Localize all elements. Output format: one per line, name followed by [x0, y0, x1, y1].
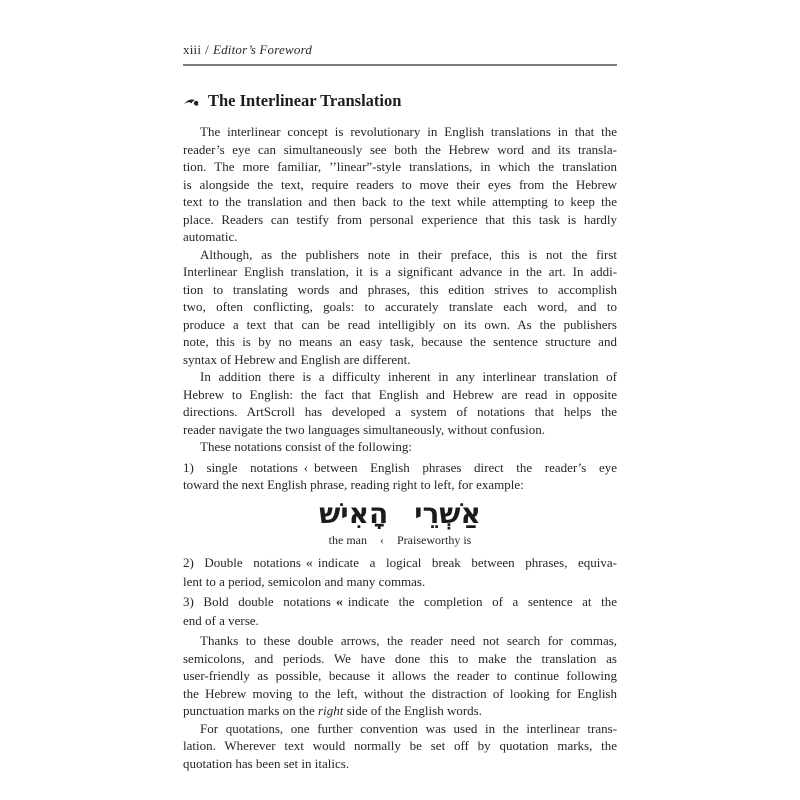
page-number: xiii [183, 42, 202, 57]
line-segment: punctuation marks on the [183, 703, 319, 718]
line-text [183, 555, 617, 570]
section-title: The Interlinear Translation [208, 91, 402, 110]
text-line [183, 685, 617, 703]
fleuron-ornament-icon [183, 97, 202, 108]
text-line [183, 438, 617, 456]
line-text: note, this is by no means an easy task, because the sentence structure and [183, 334, 617, 349]
line-text [183, 594, 617, 609]
paragraph [183, 720, 617, 773]
line-text: semicolons, and periods. We have done this to make the translation as [183, 650, 617, 666]
body-text [183, 123, 617, 772]
notation-item-2 [183, 554, 617, 590]
line-text: tion. The more familiar, ’’linear”-style translations, in which the translation [183, 159, 617, 174]
item-text: indicate the completion of a sentence at the [347, 594, 617, 609]
running-head [183, 42, 617, 58]
header-separator: / [205, 42, 209, 57]
text-line [183, 368, 617, 386]
line-text: directions. ArtScroll has developed a system of notations that helps the [183, 404, 618, 419]
text-line [183, 316, 617, 334]
line-text: The interlinear concept is revolutionary in English translations in that the [200, 124, 618, 139]
text-line [183, 263, 617, 281]
line-segment: side of the English words. [343, 703, 482, 718]
text-line [183, 667, 617, 685]
line-text: toward the next English phrase, reading right to left, for example: [183, 477, 524, 492]
single-notation-icon: ‹ [303, 459, 309, 475]
line-text: Although, as the publishers note in their preface, this is not the first [200, 246, 618, 262]
line-text: reader navigate the two languages simultaneously, without confusion. [183, 421, 545, 437]
line-text: end of a verse. [183, 612, 259, 628]
line-text: syntax of Hebrew and English are different. [183, 351, 411, 367]
paragraph [183, 246, 617, 369]
line-text: quotation has been set in italics. [183, 755, 350, 771]
hebrew-phrase [183, 498, 617, 530]
paragraph [183, 438, 617, 456]
text-line [183, 386, 617, 404]
text-line [183, 573, 617, 591]
text-line [183, 403, 617, 421]
item-label: 1) single notations [183, 459, 298, 475]
line-text [183, 460, 617, 475]
line-text: the Hebrew moving to the left, without the distraction of looking for English [183, 685, 617, 701]
item-label: 2) Double notations [183, 555, 301, 570]
line-text: produce a text that can be read intelligibly on its own. As the publishers [183, 316, 617, 332]
caption-right: Praiseworthy is [397, 532, 472, 547]
text-line [183, 421, 617, 439]
line-text: Hebrew to English: the fact that English and Hebrew are read in opposite [183, 386, 618, 402]
text-line [183, 612, 617, 630]
text-line [183, 476, 617, 494]
divider-rule [183, 64, 617, 66]
text-line [183, 702, 617, 720]
hebrew-word-left: הָאִישׁ [319, 496, 389, 530]
notation-item-1 [183, 459, 617, 494]
text-line [183, 298, 617, 316]
text-line [183, 176, 617, 194]
line-text: lation. Wherever text would normally be set off by quotation marks, the [183, 738, 618, 753]
text-column [183, 42, 617, 772]
text-line [183, 123, 617, 141]
header-title: Editor’s Foreword [212, 42, 313, 57]
text-line [183, 333, 617, 351]
caption-arrow-icon: ‹ [380, 532, 384, 547]
line-text: automatic. [183, 229, 238, 244]
text-line [183, 632, 617, 650]
text-line [183, 720, 617, 738]
italic-word: right [318, 703, 344, 718]
text-line [183, 755, 617, 773]
line-text: In addition there is a difficulty inherent in any interlinear translation of [200, 369, 617, 384]
line-text: For quotations, one further convention was used in the interlinear trans- [200, 720, 618, 736]
text-line [183, 211, 617, 229]
line-text: lent to a period, semicolon and many commas. [183, 573, 426, 589]
text-line [183, 246, 617, 264]
hebrew-example [183, 498, 617, 550]
item-label: 3) Bold double notations [183, 594, 331, 609]
text-line [183, 459, 617, 477]
notation-item-3 [183, 593, 617, 629]
line-text: text to the translation and then back to the text while attempting to keep the [183, 194, 618, 209]
double-notation-icon: « [305, 556, 313, 571]
line-text: Thanks to these double arrows, the reader need not search for commas, [200, 633, 618, 648]
line-text [183, 703, 482, 718]
paragraph [183, 632, 617, 720]
item-text: between English phrases direct the reader’s eye [314, 459, 618, 475]
line-text: place. Readers can testify from personal experience that this task is hardly [183, 211, 618, 227]
line-text: user-friendly as possible, because it allows the reader to continue following [183, 668, 617, 683]
paragraph [183, 368, 617, 438]
line-text: reader’s eye can simultaneously see both the Hebrew word and its transla- [183, 141, 617, 157]
text-line [183, 141, 617, 159]
text-line [183, 650, 617, 668]
text-line [183, 351, 617, 369]
text-line [183, 737, 617, 755]
text-line [183, 281, 617, 299]
line-text: tion to translating words and phrases, this edition strives to accomplish [183, 281, 618, 297]
line-text: These notations consist of the following: [200, 439, 412, 454]
bold-double-notation-icon: « [335, 595, 343, 610]
line-text: Interlinear English translation, it is a significant advance in the art. In addi- [183, 264, 618, 279]
line-text: two, often conflicting, goals: to accurately translate each word, and to [183, 299, 617, 314]
example-caption [183, 532, 617, 550]
text-line [183, 593, 617, 612]
section-heading [183, 91, 617, 111]
caption-left: the man [328, 532, 367, 547]
text-line [183, 228, 617, 246]
hebrew-word-right: אַשְׁרֵי [414, 496, 481, 530]
text-line [183, 193, 617, 211]
item-text: indicate a logical break between phrases, equiva- [317, 555, 618, 570]
paragraph [183, 123, 617, 246]
line-text: is alongside the text, require readers to move their eyes from the Hebrew [183, 176, 617, 192]
text-line [183, 554, 617, 573]
text-line [183, 158, 617, 176]
